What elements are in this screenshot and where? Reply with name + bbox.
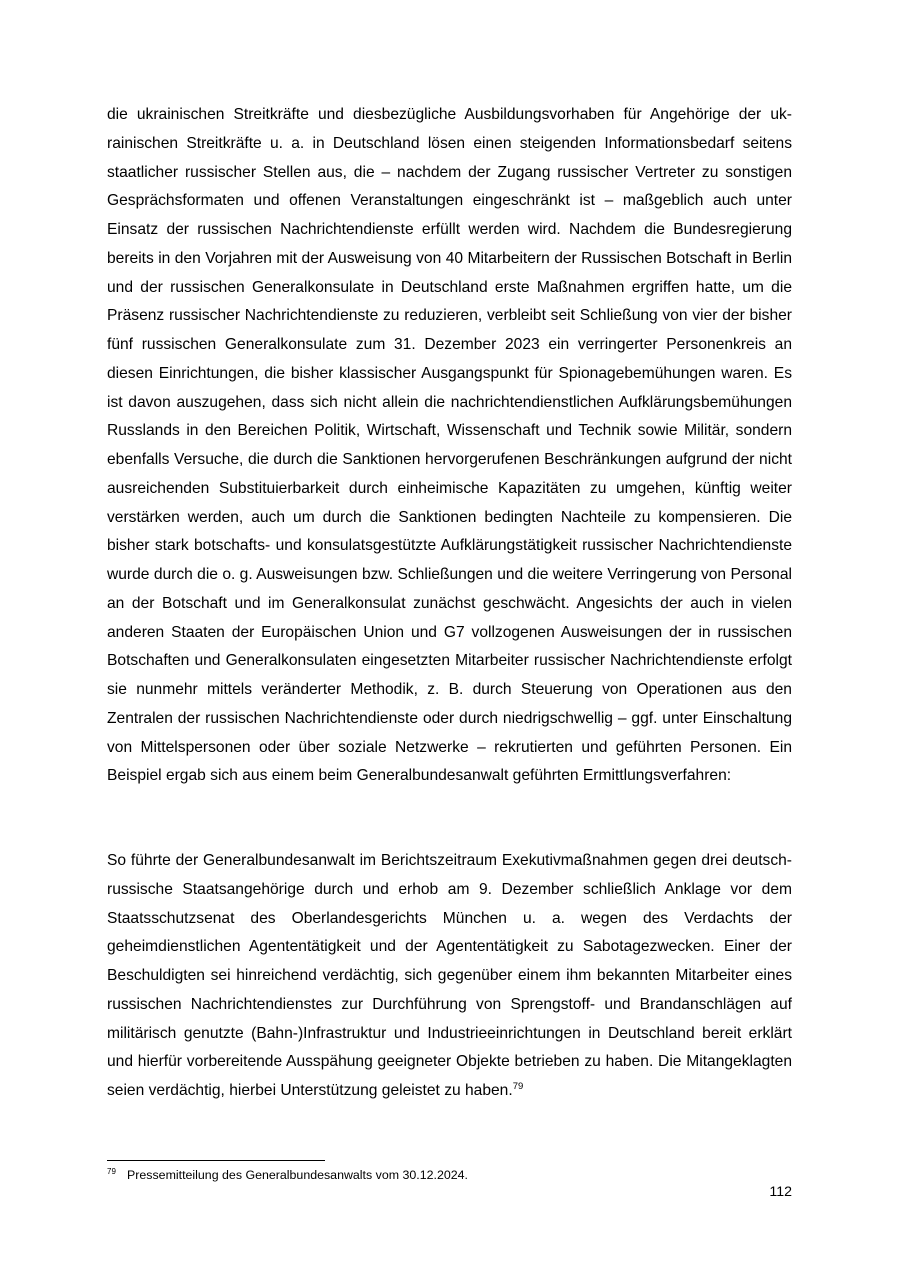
- footnote: 79 Pressemitteilung des Generalbundesanwalts vom 30.12.2024.: [107, 1166, 468, 1182]
- paragraph-2-text: So führte der Generalbundesanwalt im Berichtszeitraum Exekutivmaßnahmen gegen drei deutsch-russische Staatsangehörige durch und erhob am 9. Dezember schließlich Anklage vor dem Staatsschutzsenat des Oberlandesgerichts München u. a. wegen des Verdachts der geheimdienstlichen Agententätigkeit und der Agententätigkeit zu Sabotagezwecken. Einer der Beschuldigten sei hinreichend verdächtig, sich gegenüber einem ihm bekannten Mitarbeiter eines russischen Nachrichtendienstes zur Durchführung von Sprengstoff- und Brandanschlägen auf militärisch genutzte (Bahn-)Infrastruktur und Industrieeinrichtungen in Deutschland bereit erklärt und hierfür vorbereitende Ausspähung geeigneter Objekte betrieben zu haben. Die Mitangeklagten seien verdächtig, hierbei Unterstützung geleistet zu haben.: [107, 852, 792, 1099]
- body-paragraph-1: [107, 101, 792, 791]
- footnote-separator: [107, 1160, 325, 1161]
- body-paragraph-2: [107, 847, 792, 1106]
- footnote-text: Pressemitteilung des Generalbundesanwalts vom 30.12.2024.: [127, 1168, 468, 1182]
- paragraph-1-text: die ukrainischen Streitkräfte und diesbezügliche Ausbildungsvorhaben für Angehörige der ukrainischen Streitkräfte u. a. in Deutschland lösen einen steigenden Informationsbedarf seitens staatlicher russischer Stellen aus, die – nachdem der Zugang russischer Vertreter zu sonstigen Gesprächsformaten und offenen Veranstaltungen eingeschränkt ist – maßgeblich auch unter Einsatz der russischen Nachrichtendienste erfüllt werden wird. Nachdem die Bundesregierung bereits in den Vorjahren mit der Ausweisung von 40 Mitarbeitern der Russischen Botschaft in Berlin und der russischen Generalkonsulate in Deutschland erste Maßnahmen ergriffen hatte, um die Präsenz russischer Nachrichtendienste zu reduzieren, verbleibt seit Schließung von vier der bisher fünf russischen Generalkonsulate zum 31. Dezember 2023 ein verringerter Personenkreis an diesen Einrichtungen, die bisher klassischer Ausgangspunkt für Spionagebemühungen waren. Es ist davon auszugehen, dass sich nicht allein die nachrichtendienstlichen Aufklärungsbemühungen Russlands in den Bereichen Politik, Wirtschaft, Wissenschaft und Technik sowie Militär, sondern ebenfalls Versuche, die durch die Sanktionen hervorgerufenen Beschränkungen aufgrund der nicht ausreichenden Substituierbarkeit durch einheimische Kapazitäten zu umgehen, künftig weiter verstärken werden, auch um durch die Sanktionen bedingten Nachteile zu kompensieren. Die bisher stark botschafts- und konsulatsgestützte Aufklärungstätigkeit russischer Nachrichtendienste wurde durch die o. g. Ausweisungen bzw. Schließungen und die weitere Verringerung von Personal an der Botschaft und im Generalkonsulat zunächst geschwächt. Angesichts der auch in vielen anderen Staaten der Europäischen Union und G7 vollzogenen Ausweisungen der in russischen Botschaften und Generalkonsulaten eingesetzten Mitarbeiter russischer Nachrichtendienste erfolgt sie nunmehr mittels veränderter Methodik, z. B. durch Steuerung von Operationen aus den Zentralen der russischen Nachrichtendienste oder durch niedrigschwellig – ggf. unter Einschaltung von Mittelspersonen oder über soziale Netzwerke – rekrutierten und geführten Personen. Ein Beispiel ergab sich aus einem beim Generalbundesanwalt geführten Ermittlungsverfahren:: [107, 106, 792, 785]
- page-number: 112: [769, 1184, 792, 1200]
- footnote-reference[interactable]: 79: [512, 1080, 524, 1092]
